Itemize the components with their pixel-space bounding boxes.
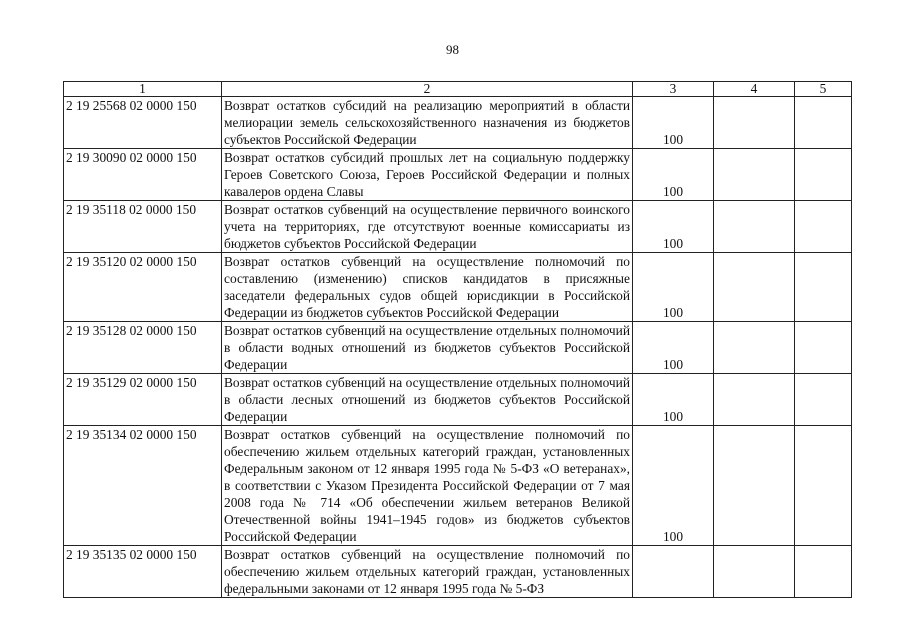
column-header-3: 3	[633, 82, 714, 97]
description-cell: Возврат остатков субвенций на осуществление первичного воинского учета на территориях, где отсутствуют военные комиссариаты из бюджетов субъектов Российской Федерации	[222, 201, 633, 253]
table-row	[64, 426, 852, 546]
column-4-cell	[714, 253, 795, 322]
column-5-cell	[795, 97, 852, 149]
table-row	[64, 546, 852, 598]
column-4-cell	[714, 546, 795, 598]
column-header-2: 2	[222, 82, 633, 97]
column-3-cell: 100	[633, 426, 714, 546]
table-row	[64, 253, 852, 322]
column-5-cell	[795, 201, 852, 253]
code-cell: 2 19 35135 02 0000 150	[64, 546, 222, 598]
column-3-cell: 100	[633, 374, 714, 426]
table-row	[64, 149, 852, 201]
column-4-cell	[714, 149, 795, 201]
description-cell: Возврат остатков субвенций на осуществление отдельных полномочий в области лесных отношений из бюджетов субъектов Российской Федерации	[222, 374, 633, 426]
column-3-cell	[633, 546, 714, 598]
page-number: 98	[446, 42, 459, 57]
column-header-5: 5	[795, 82, 852, 97]
column-5-cell	[795, 374, 852, 426]
column-3-cell: 100	[633, 322, 714, 374]
code-cell: 2 19 35128 02 0000 150	[64, 322, 222, 374]
code-cell: 2 19 35120 02 0000 150	[64, 253, 222, 322]
description-cell: Возврат остатков субвенций на осуществление отдельных полномочий в области водных отношений из бюджетов субъектов Российской Федерации	[222, 322, 633, 374]
column-5-cell	[795, 253, 852, 322]
code-cell: 2 19 35129 02 0000 150	[64, 374, 222, 426]
column-5-cell	[795, 322, 852, 374]
budget-code-table	[63, 81, 852, 598]
column-4-cell	[714, 322, 795, 374]
column-3-cell: 100	[633, 97, 714, 149]
table-header-row	[64, 82, 852, 97]
column-header-4: 4	[714, 82, 795, 97]
code-cell: 2 19 35134 02 0000 150	[64, 426, 222, 546]
description-cell: Возврат остатков субвенций на осуществление полномочий по обеспечению жильем отдельных категорий граждан, установленных Федеральным законом от 12 января 1995 года № 5-ФЗ «О ветеранах», в соответствии с Указом Президента Российской Федерации от 7 мая 2008 года № 714 «Об обеспечении жильем ветеранов Великой Отечественной войны 1941–1945 годов» из бюджетов субъектов Российской Федерации	[222, 426, 633, 546]
table-row	[64, 322, 852, 374]
column-5-cell	[795, 546, 852, 598]
column-4-cell	[714, 97, 795, 149]
description-cell: Возврат остатков субвенций на осуществление полномочий по составлению (изменению) списков кандидатов в присяжные заседатели федеральных судов общей юрисдикции в Российской Федерации из бюджетов субъектов Российской Федерации	[222, 253, 633, 322]
column-5-cell	[795, 149, 852, 201]
column-4-cell	[714, 201, 795, 253]
description-cell: Возврат остатков субвенций на осуществление полномочий по обеспечению жильем отдельных категорий граждан, установленных федеральными законами от 12 января 1995 года № 5-ФЗ	[222, 546, 633, 598]
code-cell: 2 19 25568 02 0000 150	[64, 97, 222, 149]
column-3-cell: 100	[633, 201, 714, 253]
column-3-cell: 100	[633, 149, 714, 201]
table-row	[64, 201, 852, 253]
description-cell: Возврат остатков субсидий прошлых лет на социальную поддержку Героев Советского Союза, Героев Российской Федерации и полных кавалеров ордена Славы	[222, 149, 633, 201]
column-5-cell	[795, 426, 852, 546]
column-header-1: 1	[64, 82, 222, 97]
column-3-cell: 100	[633, 253, 714, 322]
code-cell: 2 19 30090 02 0000 150	[64, 149, 222, 201]
column-4-cell	[714, 374, 795, 426]
description-cell: Возврат остатков субсидий на реализацию мероприятий в области мелиорации земель сельскохозяйственного назначения из бюджетов субъектов Российской Федерации	[222, 97, 633, 149]
column-4-cell	[714, 426, 795, 546]
code-cell: 2 19 35118 02 0000 150	[64, 201, 222, 253]
table-row	[64, 374, 852, 426]
table-row	[64, 97, 852, 149]
